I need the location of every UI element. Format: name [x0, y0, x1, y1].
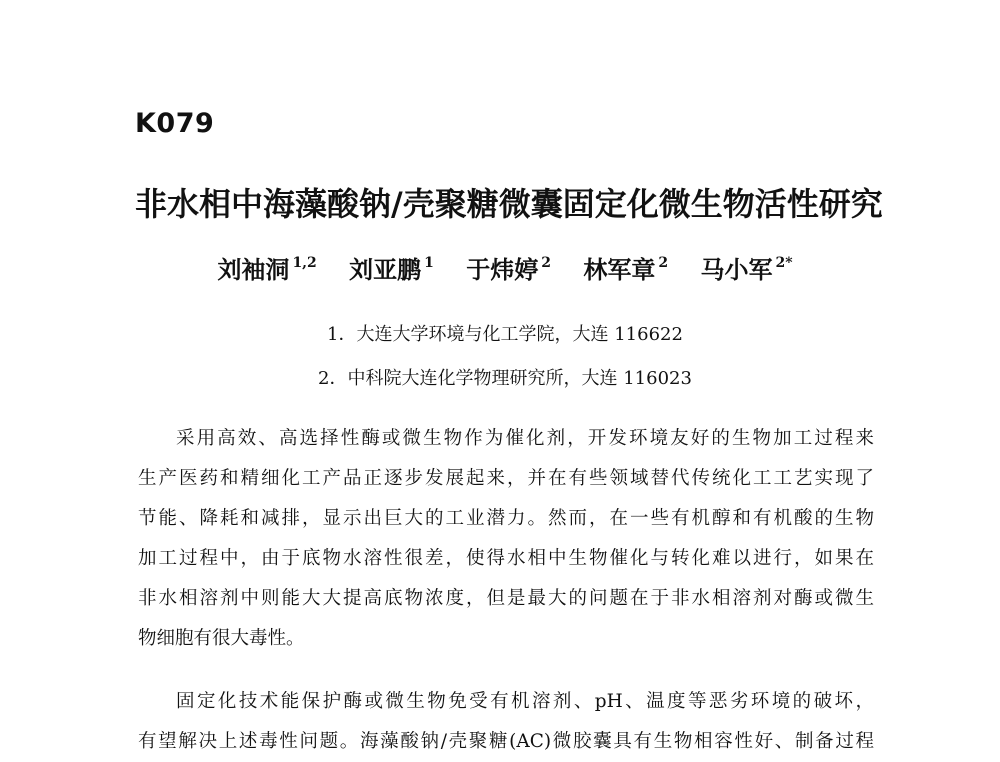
author [217, 245, 316, 288]
author-affiliation-mark: 1 [424, 255, 434, 271]
author-list [135, 245, 875, 288]
author-affiliation-mark: 2* [775, 255, 793, 271]
body-paragraph [138, 682, 874, 762]
paragraph-line: 固定化技术能保护酶或微生物免受有机溶剂、pH、温度等恶劣环境的破坏， [176, 691, 874, 712]
author-name: 林军章 [583, 256, 656, 284]
author [583, 245, 668, 288]
paper-code: K079 [135, 108, 215, 139]
author-name: 马小军 [700, 256, 773, 284]
author [349, 245, 434, 288]
author-name: 刘袖洞 [217, 256, 290, 284]
paragraph-line: 物细胞有很大毒性。 [138, 628, 305, 649]
author-affiliation-mark: 1,2 [292, 255, 317, 271]
paper-title: 非水相中海藻酸钠/壳聚糖微囊固定化微生物活性研究 [135, 185, 883, 223]
author-affiliation-mark: 2 [658, 255, 669, 271]
paragraph-line: 生产医药和精细化工产品正逐步发展起来，并在有些领域替代传统化工工艺实现了 [138, 468, 874, 489]
author-affiliation-mark: 2 [541, 255, 552, 271]
paragraph-line: 加工过程中，由于底物水溶性很差，使得水相中生物催化与转化难以进行，如果在 [138, 548, 874, 569]
author [700, 245, 792, 288]
paragraph-line: 采用高效、高选择性酶或微生物作为催化剂，开发环境友好的生物加工过程来 [176, 428, 874, 449]
author [466, 245, 551, 288]
author-name: 刘亚鹏 [349, 256, 422, 284]
author-name: 于炜婷 [466, 256, 539, 284]
affiliation: 1．大连大学环境与化工学院，大连 116622 [327, 324, 683, 345]
paragraph-line: 有望解决上述毒性问题。海藻酸钠/壳聚糖(AC)微胶囊具有生物相容性好、制备过程 [138, 731, 874, 752]
paragraph-line: 节能、降耗和减排，显示出巨大的工业潜力。然而，在一些有机醇和有机酸的生物 [138, 508, 874, 529]
body-paragraph [138, 419, 874, 659]
paragraph-line: 非水相溶剂中则能大大提高底物浓度，但是最大的问题在于非水相溶剂对酶或微生 [138, 588, 874, 609]
affiliation: 2．中科院大连化学物理研究所，大连 116023 [318, 368, 692, 389]
